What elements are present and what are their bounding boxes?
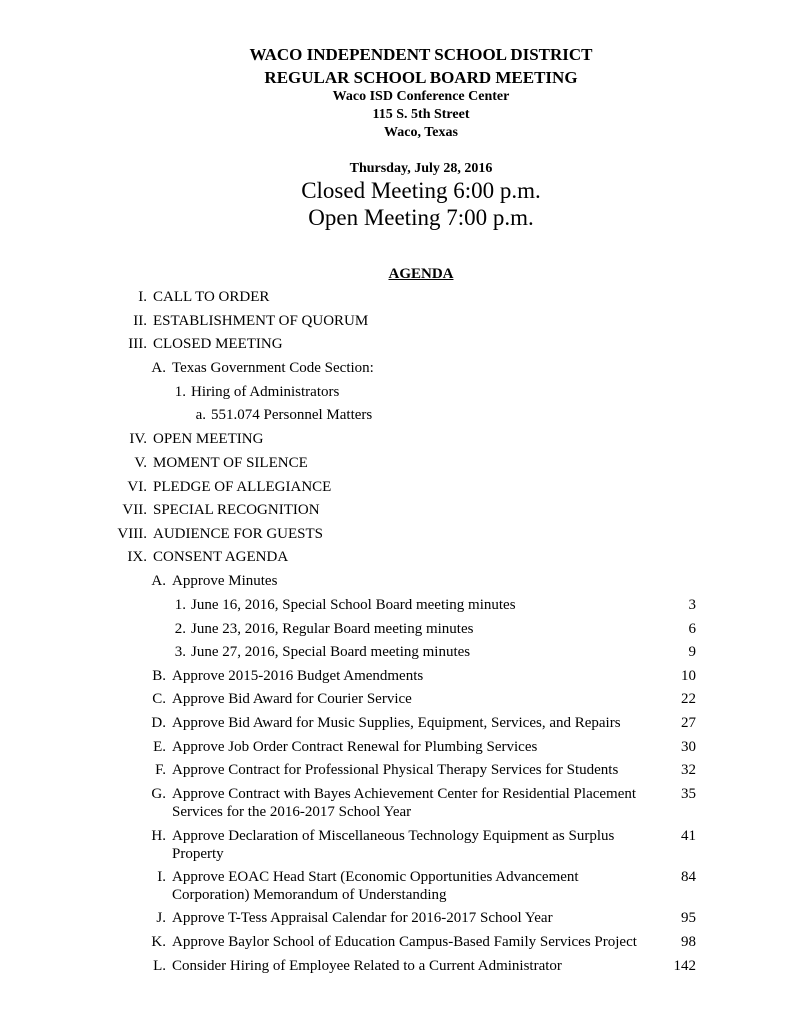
item-text: OPEN MEETING [153, 431, 264, 447]
item-number: L. [153, 958, 166, 974]
item-number: K. [151, 934, 166, 950]
item-text: 551.074 Personnel Matters [211, 407, 373, 423]
page-number: 84 [681, 869, 696, 885]
page-number: 95 [681, 910, 696, 926]
item-number: a. [195, 407, 206, 423]
item-number: II. [133, 313, 147, 329]
item-text: PLEDGE OF ALLEGIANCE [153, 479, 332, 495]
agenda-subitem [0, 595, 791, 615]
agenda-subitem [0, 689, 791, 709]
item-text: Approve 2015-2016 Budget Amendments [172, 668, 424, 684]
agenda-subitem [0, 737, 791, 757]
item-number: III. [128, 336, 147, 352]
agenda-item [0, 334, 791, 354]
item-text: MOMENT OF SILENCE [153, 455, 308, 471]
item-number: IV. [129, 431, 147, 447]
agenda-item [0, 287, 791, 307]
page-number: 30 [681, 739, 696, 755]
item-text: Approve Declaration of Miscellaneous Technology Equipment as Surplus [172, 828, 615, 844]
item-text: Hiring of Administrators [191, 384, 340, 400]
item-number: G. [151, 786, 166, 802]
item-number: F. [155, 762, 166, 778]
item-number: A. [151, 360, 166, 376]
venue: Waco ISD Conference Center [332, 89, 510, 104]
item-number: C. [152, 691, 166, 707]
item-text: SPECIAL RECOGNITION [153, 502, 320, 518]
agenda-subitem [0, 867, 791, 907]
agenda-subitem [0, 642, 791, 662]
agenda-title: AGENDA [388, 266, 454, 282]
page-number: 6 [688, 621, 696, 637]
item-number: I. [157, 869, 166, 885]
agenda-item [0, 429, 791, 449]
item-text: June 16, 2016, Special School Board meeting minutes [191, 597, 516, 613]
item-number: H. [151, 828, 166, 844]
item-text-continued: Services for the 2016-2017 School Year [172, 804, 412, 820]
item-number: VIII. [117, 526, 147, 542]
page-number: 98 [681, 934, 696, 950]
item-text: CALL TO ORDER [153, 289, 270, 305]
item-number: I. [138, 289, 147, 305]
item-number: A. [151, 573, 166, 589]
item-text: Approve Minutes [172, 573, 278, 589]
item-number: V. [134, 455, 147, 471]
item-text: CONSENT AGENDA [153, 549, 289, 565]
street-address: 115 S. 5th Street [372, 107, 470, 122]
page-number: 27 [681, 715, 696, 731]
agenda-subitem [0, 666, 791, 686]
item-number: VI. [127, 479, 147, 495]
city: Waco, Texas [384, 125, 458, 140]
item-text: ESTABLISHMENT OF QUORUM [153, 313, 369, 329]
meeting-date: Thursday, July 28, 2016 [349, 161, 493, 176]
item-number: 1. [174, 597, 186, 613]
agenda-item [0, 524, 791, 544]
item-text: Approve Bid Award for Music Supplies, Equipment, Services, and Repairs [172, 715, 621, 731]
agenda-subitem [0, 382, 791, 402]
item-number: VII. [122, 502, 147, 518]
page-number: 41 [681, 828, 696, 844]
item-text: AUDIENCE FOR GUESTS [153, 526, 324, 542]
item-text: Approve Contract for Professional Physical Therapy Services for Students [172, 762, 619, 778]
item-number: 1. [174, 384, 186, 400]
item-text: June 27, 2016, Special Board meeting minutes [191, 644, 471, 660]
item-text: June 23, 2016, Regular Board meeting minutes [191, 621, 474, 637]
page-number: 32 [681, 762, 696, 778]
agenda-subitem [0, 956, 791, 976]
item-text-continued: Property [172, 846, 224, 862]
item-number: D. [151, 715, 166, 731]
item-text: Approve T-Tess Appraisal Calendar for 2016-2017 School Year [172, 910, 553, 926]
agenda-subitem [0, 713, 791, 733]
item-number: E. [153, 739, 166, 755]
page-number: 9 [688, 644, 696, 660]
agenda-item [0, 500, 791, 520]
page-number: 35 [681, 786, 696, 802]
agenda-subitem [0, 405, 791, 425]
item-text: Approve Bid Award for Courier Service [172, 691, 412, 707]
agenda-subitem [0, 760, 791, 780]
page-number: 142 [673, 958, 696, 974]
agenda-subitem [0, 932, 791, 952]
meeting-type: REGULAR SCHOOL BOARD MEETING [264, 68, 578, 87]
page-number: 10 [681, 668, 696, 684]
item-text: Approve Contract with Bayes Achievement Center for Residential Placement [172, 786, 637, 802]
agenda-item [0, 547, 791, 567]
item-text: Approve EOAC Head Start (Economic Opportunities Advancement [172, 869, 579, 885]
item-text: Texas Government Code Section: [172, 360, 374, 376]
item-number: IX. [127, 549, 147, 565]
open-meeting-time: Open Meeting 7:00 p.m. [308, 205, 534, 230]
agenda-subitem [0, 784, 791, 824]
item-text: Approve Baylor School of Education Campus-Based Family Services Project [172, 934, 637, 950]
agenda-subitem [0, 826, 791, 866]
agenda-subitem [0, 908, 791, 928]
agenda-subitem [0, 358, 791, 378]
agenda-item [0, 311, 791, 331]
page-number: 22 [681, 691, 696, 707]
item-text-continued: Corporation) Memorandum of Understanding [172, 887, 447, 903]
closed-meeting-time: Closed Meeting 6:00 p.m. [301, 178, 541, 203]
page-number: 3 [688, 597, 696, 613]
agenda-item [0, 453, 791, 473]
item-number: 3. [174, 644, 186, 660]
district-name: WACO INDEPENDENT SCHOOL DISTRICT [249, 45, 593, 64]
item-number: 2. [174, 621, 186, 637]
item-text: Approve Job Order Contract Renewal for Plumbing Services [172, 739, 538, 755]
item-text: Consider Hiring of Employee Related to a Current Administrator [172, 958, 562, 974]
item-number: B. [152, 668, 166, 684]
agenda-item [0, 477, 791, 497]
item-number: J. [156, 910, 166, 926]
item-text: CLOSED MEETING [153, 336, 283, 352]
agenda-subitem [0, 619, 791, 639]
agenda-subitem [0, 571, 791, 591]
